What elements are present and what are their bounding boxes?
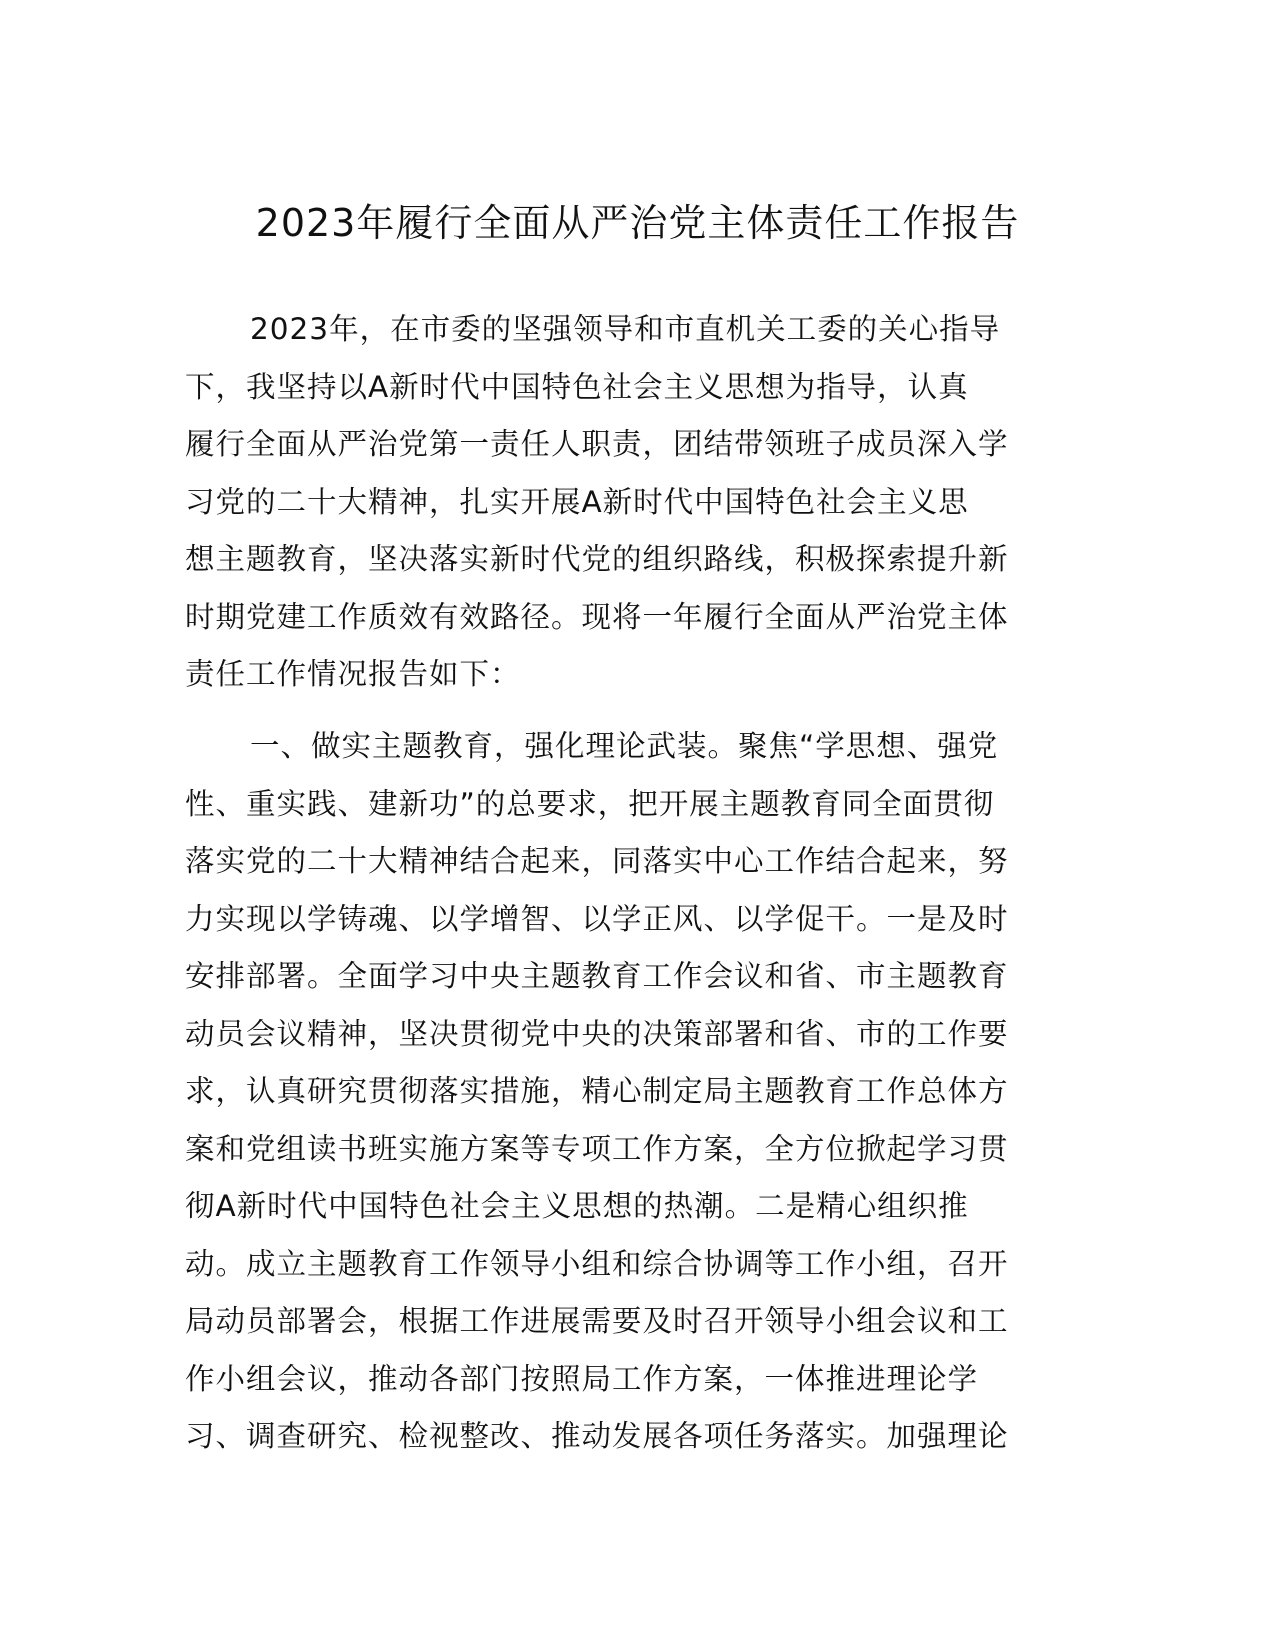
text-line: 责任工作情况报告如下： (185, 657, 521, 691)
text-line: 一、做实主题教育，强化理论武装。聚焦“学思想、强党 (250, 729, 999, 763)
text-line: 彻A新时代中国特色社会主义思想的热潮。二是精心组织推 (185, 1189, 969, 1223)
text-line: 习、调查研究、检视整改、推动发展各项任务落实。加强理论 (185, 1419, 1009, 1453)
text-line: 安排部署。全面学习中央主题教育工作会议和省、市主题教育 (185, 959, 1009, 993)
text-line: 动。成立主题教育工作领导小组和综合协调等工作小组，召开 (185, 1246, 1009, 1281)
text-line: 落实党的二十大精神结合起来，同落实中心工作结合起来，努 (185, 844, 1009, 878)
text-line: 求，认真研究贯彻落实措施，精心制定局主题教育工作总体方 (185, 1074, 1009, 1108)
text-line: 动员会议精神，坚决贯彻党中央的决策部署和省、市的工作要 (185, 1016, 1009, 1051)
text-line: 习党的二十大精神，扎实开展A新时代中国特色社会主义思 (185, 484, 969, 519)
text-line: 作小组会议，推动各部门按照局工作方案，一体推进理论学 (185, 1361, 979, 1396)
text-line: 局动员部署会，根据工作进展需要及时召开领导小组会议和工 (185, 1304, 1009, 1338)
paragraph-section-one (185, 718, 1090, 1466)
paragraph-intro (185, 301, 1090, 704)
text-line: 2023年，在市委的坚强领导和市直机关工委的关心指导 (250, 312, 1001, 346)
text-line: 想主题教育，坚决落实新时代党的组织路线，积极探索提升新 (185, 542, 1009, 576)
text-line: 履行全面从严治党第一责任人职责，团结带领班子成员深入学 (185, 427, 1009, 461)
text-line: 案和党组读书班实施方案等专项工作方案，全方位掀起学习贯 (185, 1131, 1009, 1166)
text-line: 下，我坚持以A新时代中国特色社会主义思想为指导，认真 (185, 369, 969, 404)
document-title: 2023年履行全面从严治党主体责任工作报告 (255, 201, 1020, 245)
text-line: 时期党建工作质效有效路径。现将一年履行全面从严治党主体 (185, 599, 1009, 634)
text-line: 性、重实践、建新功”的总要求，把开展主题教育同全面贯彻 (185, 786, 995, 821)
text-line: 力实现以学铸魂、以学增智、以学正风、以学促干。一是及时 (185, 901, 1009, 936)
